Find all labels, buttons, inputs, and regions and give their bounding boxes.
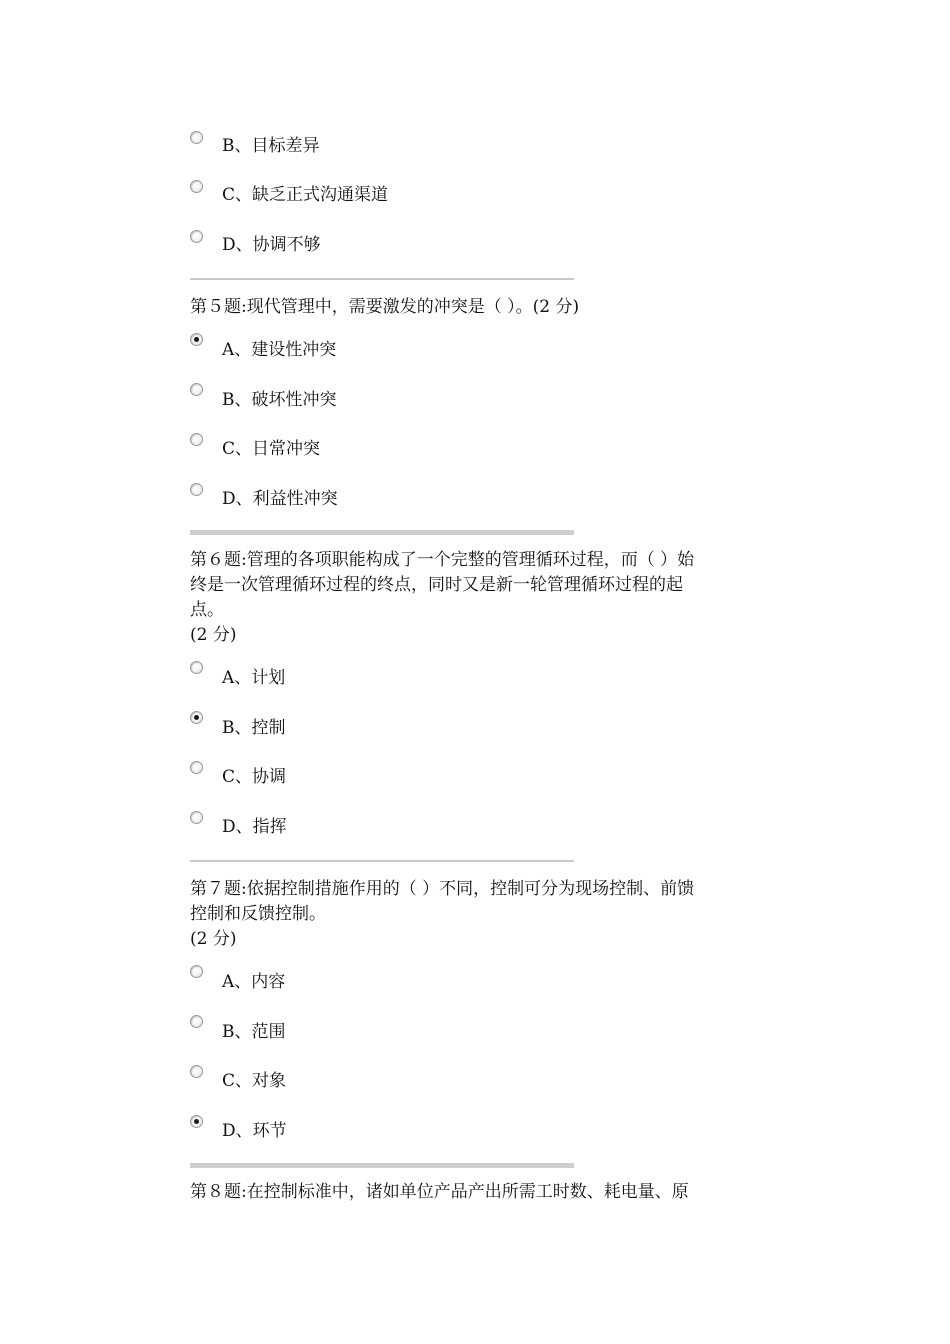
q5-question-line: 第５题:现代管理中，需要激发的冲突是（ ）。(2 分) <box>190 297 580 317</box>
radio-unchecked-icon[interactable] <box>190 761 203 774</box>
radio-unchecked-icon[interactable] <box>190 1065 203 1078</box>
q7-option-b-label: B、范围 <box>222 1022 286 1042</box>
separator <box>190 1163 574 1168</box>
q6-question-line: 点。 <box>190 600 224 620</box>
q6-option-c-label: C、协调 <box>222 767 287 787</box>
q6-option-d-label: D、指挥 <box>222 817 287 837</box>
radio-checked-icon[interactable] <box>190 1115 203 1128</box>
radio-checked-icon[interactable] <box>190 711 203 724</box>
q7-question <box>190 877 770 952</box>
radio-unchecked-icon[interactable] <box>190 661 203 674</box>
radio-unchecked-icon[interactable] <box>190 180 203 193</box>
q8-question-line: 第８题:在控制标准中，诸如单位产品产出所需工时数、耗电量、原 <box>190 1182 689 1202</box>
radio-checked-icon[interactable] <box>190 333 203 346</box>
radio-unchecked-icon[interactable] <box>190 965 203 978</box>
separator <box>190 278 574 280</box>
q6-option-b-label: B、控制 <box>222 718 286 738</box>
q7-question-line: 控制和反馈控制。 <box>190 904 326 924</box>
q7-option-a-label: A、内容 <box>222 972 286 992</box>
radio-unchecked-icon[interactable] <box>190 131 203 144</box>
q6-question-line: (2 分) <box>190 625 237 645</box>
q5-question <box>190 295 770 320</box>
q5-option-c-label: C、日常冲突 <box>222 439 321 459</box>
q4-option-c-label: C、缺乏正式沟通渠道 <box>222 185 389 205</box>
q7-question-line: (2 分) <box>190 929 237 949</box>
radio-unchecked-icon[interactable] <box>190 811 203 824</box>
radio-unchecked-icon[interactable] <box>190 483 203 496</box>
separator <box>190 530 574 535</box>
radio-unchecked-icon[interactable] <box>190 1015 203 1028</box>
radio-unchecked-icon[interactable] <box>190 230 203 243</box>
radio-unchecked-icon[interactable] <box>190 383 203 396</box>
q6-option-a-label: A、计划 <box>222 668 286 688</box>
q8-question <box>190 1180 770 1205</box>
q7-option-c-label: C、对象 <box>222 1071 287 1091</box>
q5-option-d-label: D、利益性冲突 <box>222 489 338 509</box>
q4-option-b-label: B、目标差异 <box>222 136 320 156</box>
q7-question-line: 第７题:依据控制措施作用的（ ）不同，控制可分为现场控制、前馈 <box>190 879 695 899</box>
q6-question-line: 第６题:管理的各项职能构成了一个完整的管理循环过程，而（ ）始 <box>190 550 695 570</box>
q5-option-a-label: A、建设性冲突 <box>222 340 337 360</box>
q6-question-line: 终是一次管理循环过程的终点，同时又是新一轮管理循环过程的起 <box>190 575 683 595</box>
q5-option-b-label: B、破坏性冲突 <box>222 390 337 410</box>
q4-option-d-label: D、协调不够 <box>222 235 321 255</box>
q7-option-d-label: D、环节 <box>222 1121 287 1141</box>
q6-question <box>190 548 770 648</box>
radio-unchecked-icon[interactable] <box>190 433 203 446</box>
separator <box>190 860 574 862</box>
